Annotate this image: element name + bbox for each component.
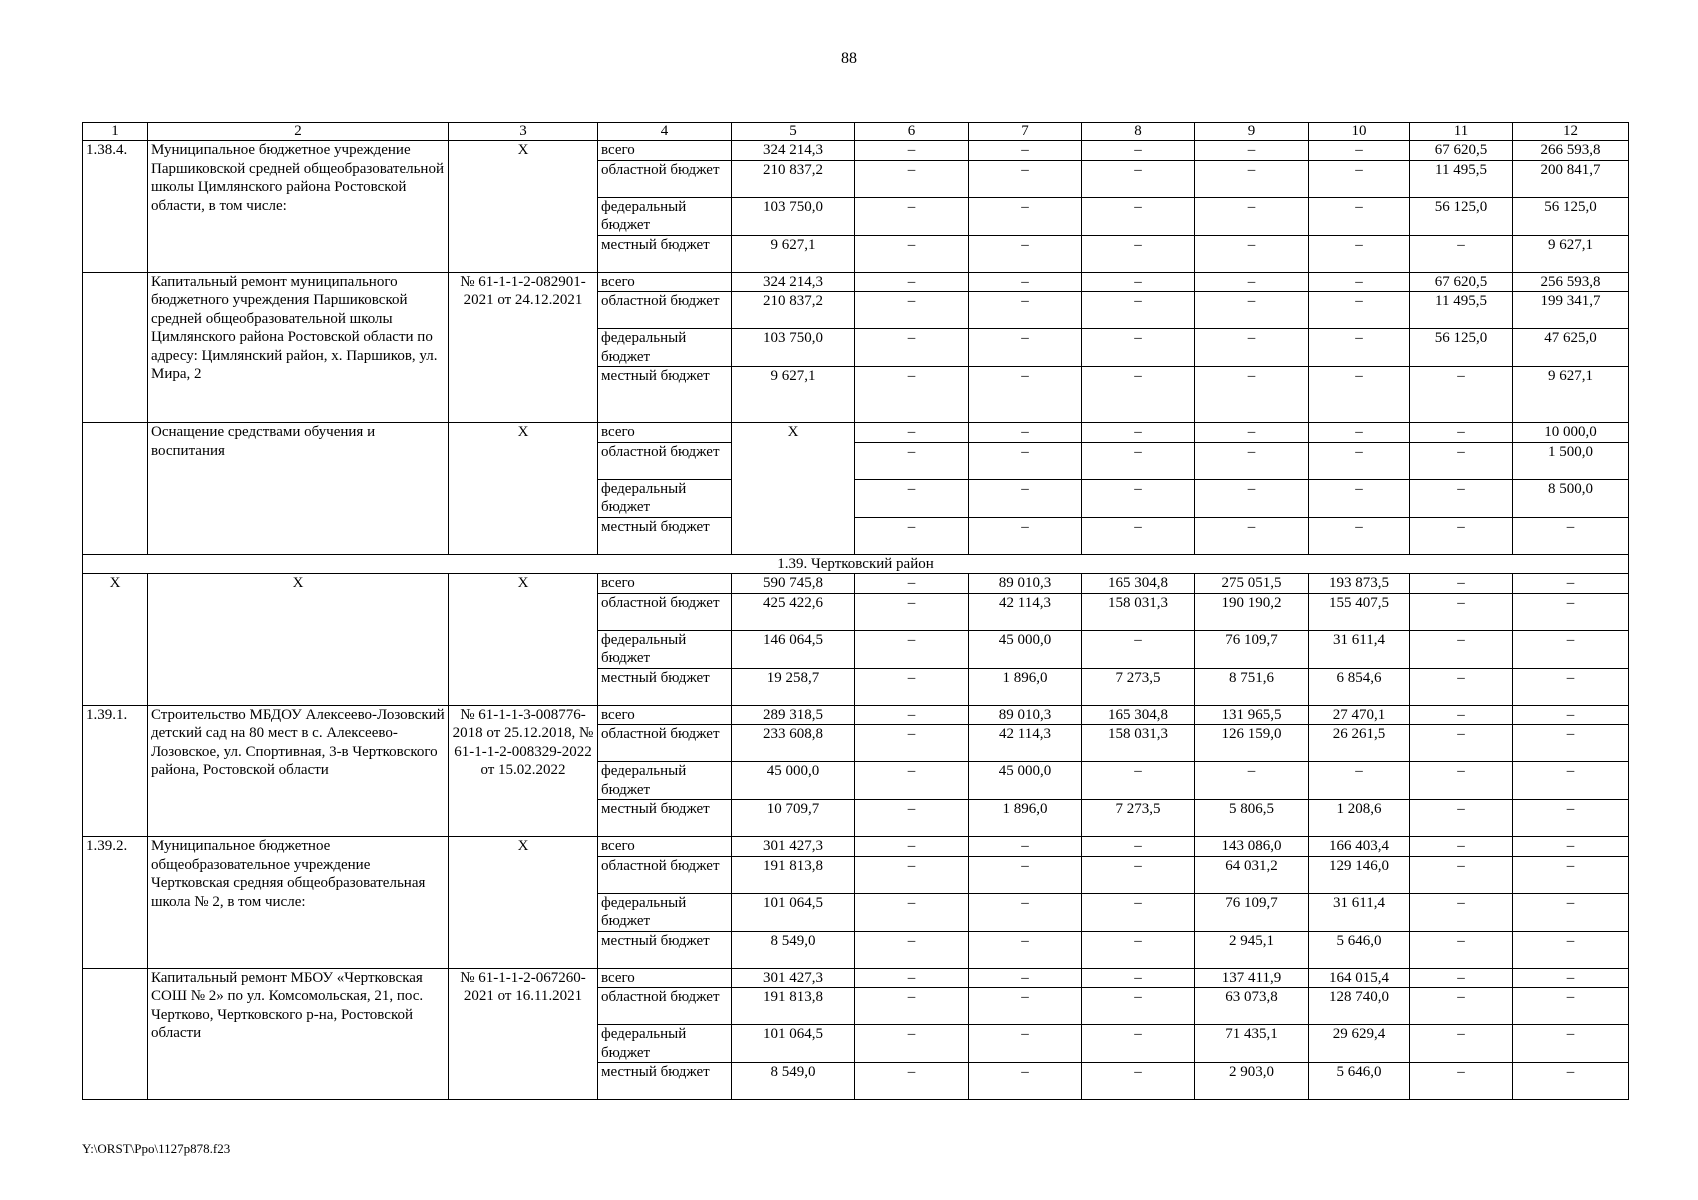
value-cell: –: [855, 442, 969, 479]
budget-label: федеральный бюджет: [598, 329, 732, 367]
value-cell: –: [855, 800, 969, 837]
value-cell: –: [1082, 442, 1195, 479]
budget-label: местный бюджет: [598, 668, 732, 705]
value-cell: –: [1082, 988, 1195, 1025]
value-cell: –: [1082, 479, 1195, 517]
value-cell: 10 000,0: [1513, 423, 1629, 443]
value-cell: –: [855, 329, 969, 367]
value-cell: 9 627,1: [1513, 367, 1629, 423]
value-cell: –: [1082, 893, 1195, 931]
value-cell: –: [969, 893, 1082, 931]
object-name: Капитальный ремонт муниципального бюджетного учреждения Паршиковской средней общеобразовательной школы Цимлянского района Ростовской области по адресу: Цимлянский район, х. Паршиков, ул. Мира, 2: [148, 272, 449, 423]
object-name: Оснащение средствами обучения и воспитания: [148, 423, 449, 555]
value-cell: 29 629,4: [1309, 1025, 1410, 1063]
value-cell: –: [1410, 1025, 1513, 1063]
value-cell: –: [969, 1025, 1082, 1063]
header-cell: 3: [449, 123, 598, 141]
value-cell: –: [1082, 235, 1195, 272]
value-cell: –: [855, 893, 969, 931]
value-cell: –: [969, 1063, 1082, 1100]
budget-label: федеральный бюджет: [598, 630, 732, 668]
value-cell: 324 214,3: [732, 141, 855, 161]
value-cell: –: [1410, 800, 1513, 837]
value-cell: 210 837,2: [732, 292, 855, 329]
value-cell: –: [1513, 668, 1629, 705]
table-row: [83, 837, 1629, 857]
value-cell: –: [1410, 968, 1513, 988]
value-cell: –: [1513, 1063, 1629, 1100]
value-cell: –: [1513, 931, 1629, 968]
value-cell: –: [1195, 160, 1309, 197]
value-cell: –: [1082, 762, 1195, 800]
value-cell: –: [855, 705, 969, 725]
budget-label: федеральный бюджет: [598, 197, 732, 235]
value-cell: 101 064,5: [732, 893, 855, 931]
value-cell: 126 159,0: [1195, 725, 1309, 762]
budget-label: местный бюджет: [598, 517, 732, 554]
value-cell: –: [855, 141, 969, 161]
value-cell: –: [969, 197, 1082, 235]
value-cell: –: [1410, 837, 1513, 857]
value-cell: 166 403,4: [1309, 837, 1410, 857]
value-cell: 101 064,5: [732, 1025, 855, 1063]
budget-label: местный бюджет: [598, 235, 732, 272]
budget-label: областной бюджет: [598, 988, 732, 1025]
value-cell: –: [855, 630, 969, 668]
value-cell: 63 073,8: [1195, 988, 1309, 1025]
value-cell: –: [855, 367, 969, 423]
value-cell: –: [1082, 856, 1195, 893]
page-number: 88: [841, 50, 857, 67]
value-cell: 256 593,8: [1513, 272, 1629, 292]
value-cell: 5 646,0: [1309, 931, 1410, 968]
row-number: 1.39.2.: [83, 837, 148, 969]
value-cell: 191 813,8: [732, 988, 855, 1025]
header-cell: 6: [855, 123, 969, 141]
budget-label: областной бюджет: [598, 292, 732, 329]
value-cell: –: [1410, 725, 1513, 762]
value-cell: 155 407,5: [1309, 593, 1410, 630]
value-cell: 425 422,6: [732, 593, 855, 630]
table-row: [83, 141, 1629, 161]
value-cell: 1 208,6: [1309, 800, 1410, 837]
value-cell: 199 341,7: [1513, 292, 1629, 329]
value-cell: –: [1513, 517, 1629, 554]
value-cell: 131 965,5: [1195, 705, 1309, 725]
value-cell: –: [1309, 442, 1410, 479]
value-cell: –: [969, 272, 1082, 292]
value-cell: –: [1195, 762, 1309, 800]
value-cell: –: [855, 479, 969, 517]
value-cell: 301 427,3: [732, 837, 855, 857]
value-cell: –: [1082, 837, 1195, 857]
value-cell: –: [855, 593, 969, 630]
footer-file-path: Y:\ORST\Ppo\1127p878.f23: [82, 1141, 231, 1156]
value-cell: –: [1309, 292, 1410, 329]
value-cell: –: [969, 837, 1082, 857]
value-cell: –: [1513, 1025, 1629, 1063]
value-cell: 45 000,0: [969, 630, 1082, 668]
value-cell: 31 611,4: [1309, 630, 1410, 668]
value-cell: –: [1309, 197, 1410, 235]
value-cell: –: [1195, 367, 1309, 423]
value-cell: –: [1195, 423, 1309, 443]
value-cell: –: [855, 235, 969, 272]
value-cell: 8 549,0: [732, 931, 855, 968]
header-cell: 11: [1410, 123, 1513, 141]
value-cell: 71 435,1: [1195, 1025, 1309, 1063]
value-cell: –: [1082, 367, 1195, 423]
header-cell: 4: [598, 123, 732, 141]
value-cell: –: [969, 235, 1082, 272]
table-row: [83, 968, 1629, 988]
value-cell: –: [855, 574, 969, 594]
value-cell: –: [1513, 630, 1629, 668]
budget-label: местный бюджет: [598, 367, 732, 423]
budget-label: областной бюджет: [598, 856, 732, 893]
value-cell: 158 031,3: [1082, 593, 1195, 630]
value-cell: –: [1195, 141, 1309, 161]
row-number: 1.39.1.: [83, 705, 148, 837]
value-cell: 2 945,1: [1195, 931, 1309, 968]
value-cell: –: [1082, 329, 1195, 367]
value-cell: –: [1410, 593, 1513, 630]
value-cell: –: [1410, 479, 1513, 517]
value-cell: –: [1195, 235, 1309, 272]
budget-label: всего: [598, 574, 732, 594]
value-cell: 7 273,5: [1082, 668, 1195, 705]
value-cell: 1 896,0: [969, 800, 1082, 837]
value-cell: 8 549,0: [732, 1063, 855, 1100]
object-name: Капитальный ремонт МБОУ «Чертковская СОШ № 2» по ул. Комсомольская, 21, пос. Чертково, Чертковского р-на, Ростовской области: [148, 968, 449, 1100]
value-cell: 7 273,5: [1082, 800, 1195, 837]
value-cell: 5 806,5: [1195, 800, 1309, 837]
table-row: [83, 574, 1629, 594]
table-row: [83, 272, 1629, 292]
value-cell: –: [1082, 517, 1195, 554]
value-cell: –: [1082, 423, 1195, 443]
value-cell: –: [1513, 837, 1629, 857]
value-cell: 89 010,3: [969, 574, 1082, 594]
value-cell: –: [1410, 517, 1513, 554]
budget-label: всего: [598, 272, 732, 292]
value-cell: –: [1082, 160, 1195, 197]
value-cell: 19 258,7: [732, 668, 855, 705]
value-cell: –: [1082, 968, 1195, 988]
budget-label: всего: [598, 423, 732, 443]
value-cell: –: [1309, 479, 1410, 517]
value-cell: 11 495,5: [1410, 292, 1513, 329]
value-cell: 289 318,5: [732, 705, 855, 725]
document-ref: № 61-1-1-2-067260-2021 от 16.11.2021: [449, 968, 598, 1100]
header-cell: 12: [1513, 123, 1629, 141]
value-cell: 76 109,7: [1195, 893, 1309, 931]
value-cell: 47 625,0: [1513, 329, 1629, 367]
value-cell: 9 627,1: [1513, 235, 1629, 272]
value-cell: –: [1513, 893, 1629, 931]
value-cell: 76 109,7: [1195, 630, 1309, 668]
header-cell: 5: [732, 123, 855, 141]
value-cell: –: [1082, 141, 1195, 161]
value-cell: –: [1513, 725, 1629, 762]
budget-label: федеральный бюджет: [598, 893, 732, 931]
budget-label: местный бюджет: [598, 800, 732, 837]
object-name: Строительство МБДОУ Алексеево-Лозовский детский сад на 80 мест в с. Алексеево-Лозовское, ул. Спортивная, 3-в Чертковского района, Ростовской области: [148, 705, 449, 837]
value-cell: –: [855, 968, 969, 988]
value-cell: 45 000,0: [732, 762, 855, 800]
value-cell: –: [1195, 292, 1309, 329]
value-cell: –: [1309, 329, 1410, 367]
value-cell: –: [1513, 968, 1629, 988]
budget-label: местный бюджет: [598, 931, 732, 968]
value-cell: –: [1513, 593, 1629, 630]
value-cell: –: [855, 272, 969, 292]
header-cell: 10: [1309, 123, 1410, 141]
value-cell: 26 261,5: [1309, 725, 1410, 762]
value-cell: 275 051,5: [1195, 574, 1309, 594]
value-cell: 6 854,6: [1309, 668, 1410, 705]
value-cell: –: [1513, 856, 1629, 893]
value-cell: –: [1082, 272, 1195, 292]
value-cell: 27 470,1: [1309, 705, 1410, 725]
document-ref: № 61-1-1-2-082901-2021 от 24.12.2021: [449, 272, 598, 423]
value-cell: –: [1410, 574, 1513, 594]
value-cell: –: [1410, 423, 1513, 443]
value-cell: –: [1410, 630, 1513, 668]
value-cell: –: [1082, 1025, 1195, 1063]
value-cell: –: [969, 141, 1082, 161]
value-cell: 210 837,2: [732, 160, 855, 197]
value-cell: –: [1309, 235, 1410, 272]
merged-value-cell: Х: [732, 423, 855, 555]
value-cell: –: [1410, 705, 1513, 725]
value-cell: –: [1410, 762, 1513, 800]
row-number: [83, 968, 148, 1100]
value-cell: –: [1082, 1063, 1195, 1100]
value-cell: 67 620,5: [1410, 141, 1513, 161]
value-cell: 42 114,3: [969, 593, 1082, 630]
value-cell: –: [1082, 630, 1195, 668]
value-cell: 8 751,6: [1195, 668, 1309, 705]
value-cell: –: [969, 517, 1082, 554]
value-cell: –: [1195, 442, 1309, 479]
value-cell: 1 500,0: [1513, 442, 1629, 479]
value-cell: –: [855, 1025, 969, 1063]
document-ref: Х: [449, 141, 598, 273]
budget-label: местный бюджет: [598, 1063, 732, 1100]
object-name: Х: [148, 574, 449, 706]
value-cell: 190 190,2: [1195, 593, 1309, 630]
value-cell: –: [1410, 931, 1513, 968]
document-ref: Х: [449, 574, 598, 706]
value-cell: –: [855, 988, 969, 1025]
value-cell: 128 740,0: [1309, 988, 1410, 1025]
value-cell: –: [1309, 160, 1410, 197]
value-cell: –: [969, 160, 1082, 197]
value-cell: 42 114,3: [969, 725, 1082, 762]
value-cell: –: [969, 988, 1082, 1025]
budget-label: всего: [598, 837, 732, 857]
value-cell: –: [1082, 931, 1195, 968]
value-cell: 56 125,0: [1410, 329, 1513, 367]
value-cell: –: [1309, 272, 1410, 292]
value-cell: 8 500,0: [1513, 479, 1629, 517]
value-cell: 45 000,0: [969, 762, 1082, 800]
value-cell: 193 873,5: [1309, 574, 1410, 594]
value-cell: –: [855, 197, 969, 235]
value-cell: 129 146,0: [1309, 856, 1410, 893]
document-ref: Х: [449, 837, 598, 969]
value-cell: –: [1309, 423, 1410, 443]
value-cell: –: [855, 160, 969, 197]
value-cell: –: [969, 931, 1082, 968]
value-cell: 9 627,1: [732, 235, 855, 272]
value-cell: –: [855, 856, 969, 893]
value-cell: –: [855, 762, 969, 800]
section-title: 1.39. Чертковский район: [83, 554, 1629, 574]
value-cell: –: [969, 367, 1082, 423]
value-cell: –: [1410, 235, 1513, 272]
value-cell: 266 593,8: [1513, 141, 1629, 161]
value-cell: –: [969, 423, 1082, 443]
value-cell: –: [1195, 517, 1309, 554]
value-cell: 5 646,0: [1309, 1063, 1410, 1100]
value-cell: 1 896,0: [969, 668, 1082, 705]
header-cell: 8: [1082, 123, 1195, 141]
header-row: [83, 123, 1629, 141]
value-cell: 67 620,5: [1410, 272, 1513, 292]
object-name: Муниципальное бюджетное общеобразовательное учреждение Чертковская средняя общеобразовательная школа № 2, в том числе:: [148, 837, 449, 969]
value-cell: –: [1195, 272, 1309, 292]
row-number: [83, 423, 148, 555]
budget-label: федеральный бюджет: [598, 479, 732, 517]
budget-label: федеральный бюджет: [598, 1025, 732, 1063]
value-cell: –: [855, 837, 969, 857]
value-cell: –: [1513, 705, 1629, 725]
value-cell: 10 709,7: [732, 800, 855, 837]
budget-label: областной бюджет: [598, 442, 732, 479]
value-cell: 146 064,5: [732, 630, 855, 668]
value-cell: 158 031,3: [1082, 725, 1195, 762]
budget-label: всего: [598, 141, 732, 161]
value-cell: –: [1410, 367, 1513, 423]
value-cell: 56 125,0: [1410, 197, 1513, 235]
value-cell: –: [1410, 988, 1513, 1025]
value-cell: 233 608,8: [732, 725, 855, 762]
value-cell: 103 750,0: [732, 329, 855, 367]
value-cell: –: [1195, 479, 1309, 517]
value-cell: 56 125,0: [1513, 197, 1629, 235]
value-cell: –: [969, 329, 1082, 367]
row-number: 1.38.4.: [83, 141, 148, 273]
budget-label: областной бюджет: [598, 593, 732, 630]
value-cell: –: [1082, 197, 1195, 235]
value-cell: –: [969, 292, 1082, 329]
value-cell: 103 750,0: [732, 197, 855, 235]
value-cell: –: [855, 668, 969, 705]
value-cell: –: [969, 479, 1082, 517]
document-ref: № 61-1-1-3-008776-2018 от 25.12.2018, № 61-1-1-2-008329-2022 от 15.02.2022: [449, 705, 598, 837]
budget-label: областной бюджет: [598, 160, 732, 197]
value-cell: 31 611,4: [1309, 893, 1410, 931]
value-cell: –: [1410, 1063, 1513, 1100]
value-cell: –: [969, 968, 1082, 988]
value-cell: –: [1513, 762, 1629, 800]
row-number: [83, 272, 148, 423]
value-cell: 2 903,0: [1195, 1063, 1309, 1100]
value-cell: 9 627,1: [732, 367, 855, 423]
header-cell: 9: [1195, 123, 1309, 141]
value-cell: 165 304,8: [1082, 574, 1195, 594]
value-cell: 165 304,8: [1082, 705, 1195, 725]
value-cell: 11 495,5: [1410, 160, 1513, 197]
value-cell: –: [855, 292, 969, 329]
value-cell: –: [1309, 762, 1410, 800]
value-cell: –: [855, 517, 969, 554]
value-cell: 590 745,8: [732, 574, 855, 594]
value-cell: –: [1410, 668, 1513, 705]
table-row: [83, 423, 1629, 443]
value-cell: –: [1309, 367, 1410, 423]
header-cell: 2: [148, 123, 449, 141]
value-cell: –: [1410, 442, 1513, 479]
value-cell: –: [1513, 988, 1629, 1025]
header-cell: 1: [83, 123, 148, 141]
value-cell: 301 427,3: [732, 968, 855, 988]
value-cell: 143 086,0: [1195, 837, 1309, 857]
value-cell: 191 813,8: [732, 856, 855, 893]
object-name: Муниципальное бюджетное учреждение Паршиковской средней общеобразовательной школы Цимлянского района Ростовской области, в том числе:: [148, 141, 449, 273]
value-cell: –: [1513, 574, 1629, 594]
value-cell: 324 214,3: [732, 272, 855, 292]
value-cell: –: [855, 931, 969, 968]
value-cell: –: [1195, 329, 1309, 367]
value-cell: –: [1195, 197, 1309, 235]
value-cell: –: [1410, 893, 1513, 931]
value-cell: –: [855, 423, 969, 443]
value-cell: –: [1309, 517, 1410, 554]
budget-table: [82, 122, 1629, 1100]
budget-label: всего: [598, 705, 732, 725]
header-cell: 7: [969, 123, 1082, 141]
value-cell: –: [1309, 141, 1410, 161]
value-cell: 164 015,4: [1309, 968, 1410, 988]
value-cell: –: [1513, 800, 1629, 837]
value-cell: –: [1082, 292, 1195, 329]
table-row: [83, 705, 1629, 725]
budget-label: областной бюджет: [598, 725, 732, 762]
value-cell: –: [1410, 856, 1513, 893]
value-cell: 64 031,2: [1195, 856, 1309, 893]
value-cell: –: [969, 856, 1082, 893]
budget-label: федеральный бюджет: [598, 762, 732, 800]
value-cell: 200 841,7: [1513, 160, 1629, 197]
row-number: Х: [83, 574, 148, 706]
budget-label: всего: [598, 968, 732, 988]
value-cell: 89 010,3: [969, 705, 1082, 725]
value-cell: –: [855, 1063, 969, 1100]
value-cell: 137 411,9: [1195, 968, 1309, 988]
section-row: [83, 554, 1629, 574]
document-ref: Х: [449, 423, 598, 555]
value-cell: –: [969, 442, 1082, 479]
value-cell: –: [855, 725, 969, 762]
